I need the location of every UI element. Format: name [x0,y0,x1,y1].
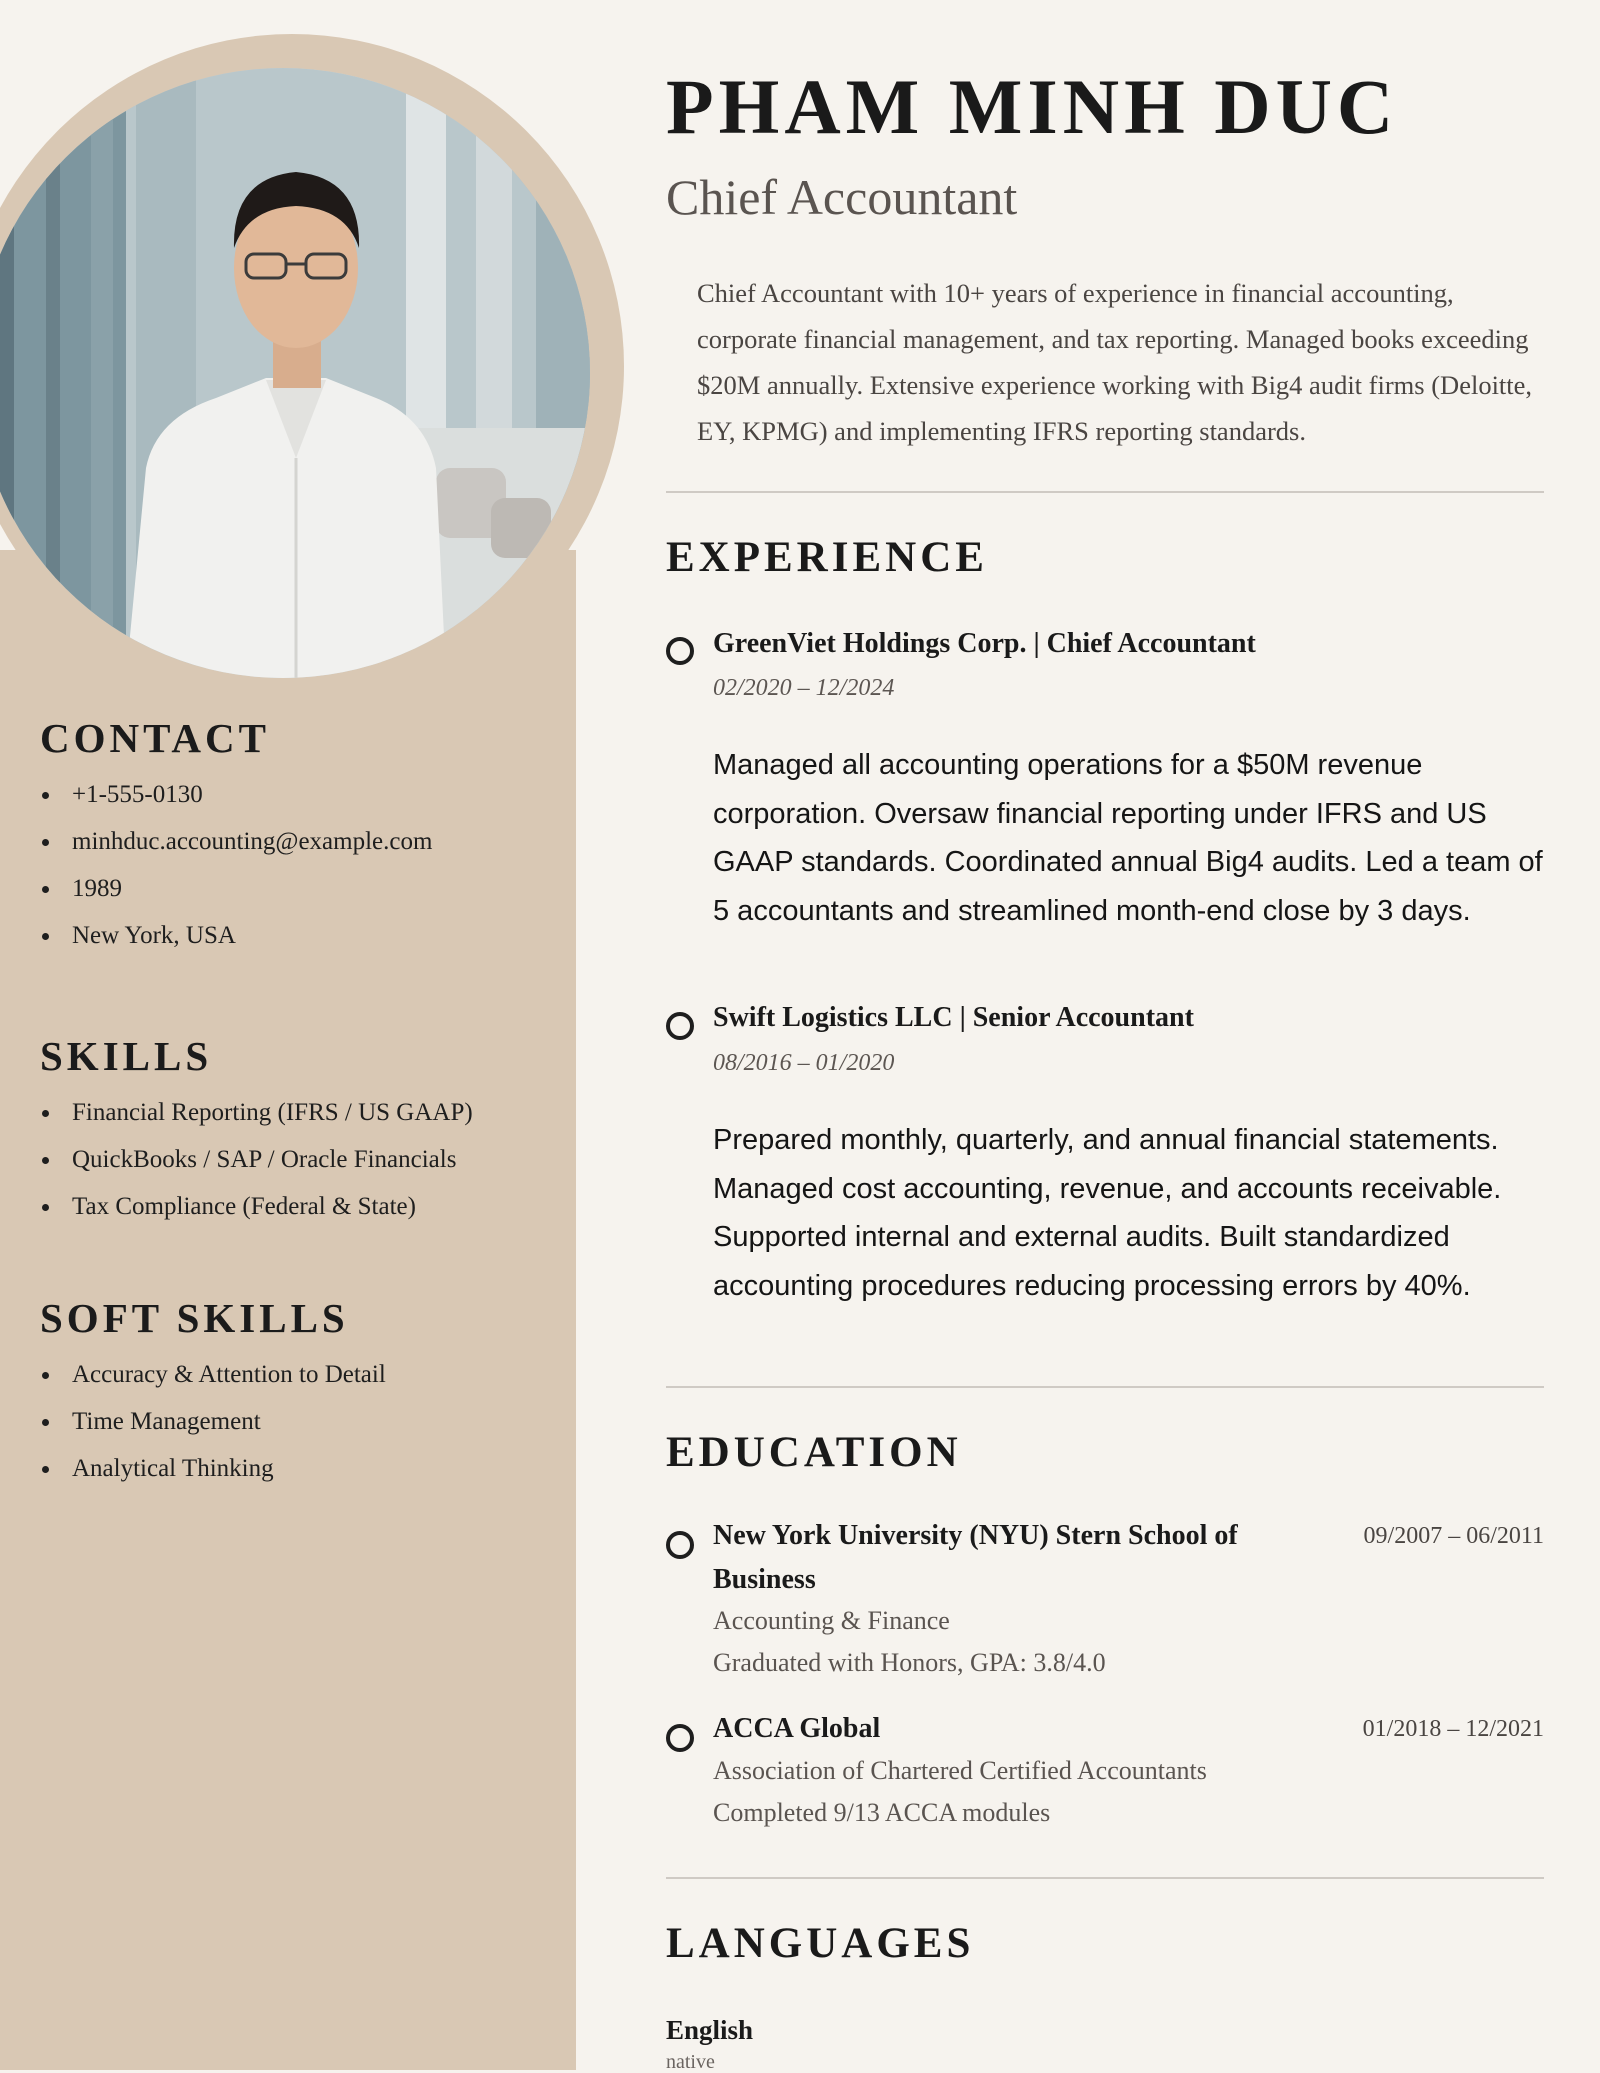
education-school: New York University (NYU) Stern School of Business [713,1520,1238,1595]
soft-skills-heading: SOFT SKILLS [40,1295,349,1341]
experience-dates: 02/2020 – 12/2024 [713,675,895,701]
experience-description: Prepared monthly, quarterly, and annual financial statements. Managed cost accounting, revenue, and accounts receivable. Supported internal and external audits. Built standardized accounting procedures reducing processing errors by 40%. [713,1124,1502,1302]
contact-birth-year: 1989 [40,865,560,912]
section-divider [666,1877,1544,1879]
timeline-bullet-icon [666,637,694,665]
section-divider [666,491,1544,493]
skills-section [40,1033,560,1230]
experience-title: GreenViet Holdings Corp. | Chief Accountant [713,628,1256,659]
education-heading: EDUCATION [666,1429,962,1476]
language-level: native [666,2051,715,2073]
soft-skill-item: Time Management [40,1398,560,1445]
timeline-bullet-icon [666,1531,694,1559]
education-school: ACCA Global [713,1713,881,1744]
contact-phone[interactable]: +1-555-0130 [40,771,560,818]
soft-skills-section [40,1295,560,1492]
education-field: Accounting & Finance [713,1606,950,1635]
candidate-name: PHAM MINH DUC [666,63,1399,150]
timeline-bullet-icon [666,1012,694,1040]
contact-heading: CONTACT [40,715,270,761]
profile-photo [0,68,590,678]
profile-photo-illustration [0,68,590,678]
skills-heading: SKILLS [40,1033,213,1079]
profile-summary: Chief Accountant with 10+ years of experience in financial accounting, corporate financial management, and tax reporting. Managed books exceeding $20M annually. Extensive experience working with Big4 audit firms (Deloitte, EY, KPMG) and implementing IFRS reporting standards. [697,278,1533,446]
skill-item: Tax Compliance (Federal & State) [40,1183,560,1230]
education-dates: 09/2007 – 06/2011 [1363,1523,1544,1549]
experience-dates: 08/2016 – 01/2020 [713,1050,895,1076]
timeline-bullet-icon [666,1724,694,1752]
contact-list [40,771,560,959]
sidebar [0,0,576,2070]
soft-skill-item: Analytical Thinking [40,1445,560,1492]
languages-heading: LANGUAGES [666,1920,975,1967]
language-name: English [666,2015,754,2045]
contact-location: New York, USA [40,912,560,959]
skill-item: QuickBooks / SAP / Oracle Financials [40,1136,560,1183]
job-title: Chief Accountant [666,169,1018,225]
contact-email[interactable]: minhduc.accounting@example.com [40,818,560,865]
education-field: Association of Chartered Certified Accountants [713,1756,1207,1785]
soft-skills-list [40,1351,560,1492]
education-dates: 01/2018 – 12/2021 [1362,1716,1544,1742]
education-note: Completed 9/13 ACCA modules [713,1798,1051,1827]
education-note: Graduated with Honors, GPA: 3.8/4.0 [713,1648,1106,1677]
skill-item: Financial Reporting (IFRS / US GAAP) [40,1089,560,1136]
skills-list [40,1089,560,1230]
experience-title: Swift Logistics LLC | Senior Accountant [713,1002,1194,1033]
section-divider [666,1386,1544,1388]
experience-heading: EXPERIENCE [666,534,988,581]
soft-skill-item: Accuracy & Attention to Detail [40,1351,560,1398]
experience-description: Managed all accounting operations for a $50M revenue corporation. Oversaw financial reporting under IFRS and US GAAP standards. Coordinated annual Big4 audits. Led a team of 5 accountants and streamlined month-end close by 3 days. [713,749,1543,927]
contact-section [40,715,560,959]
